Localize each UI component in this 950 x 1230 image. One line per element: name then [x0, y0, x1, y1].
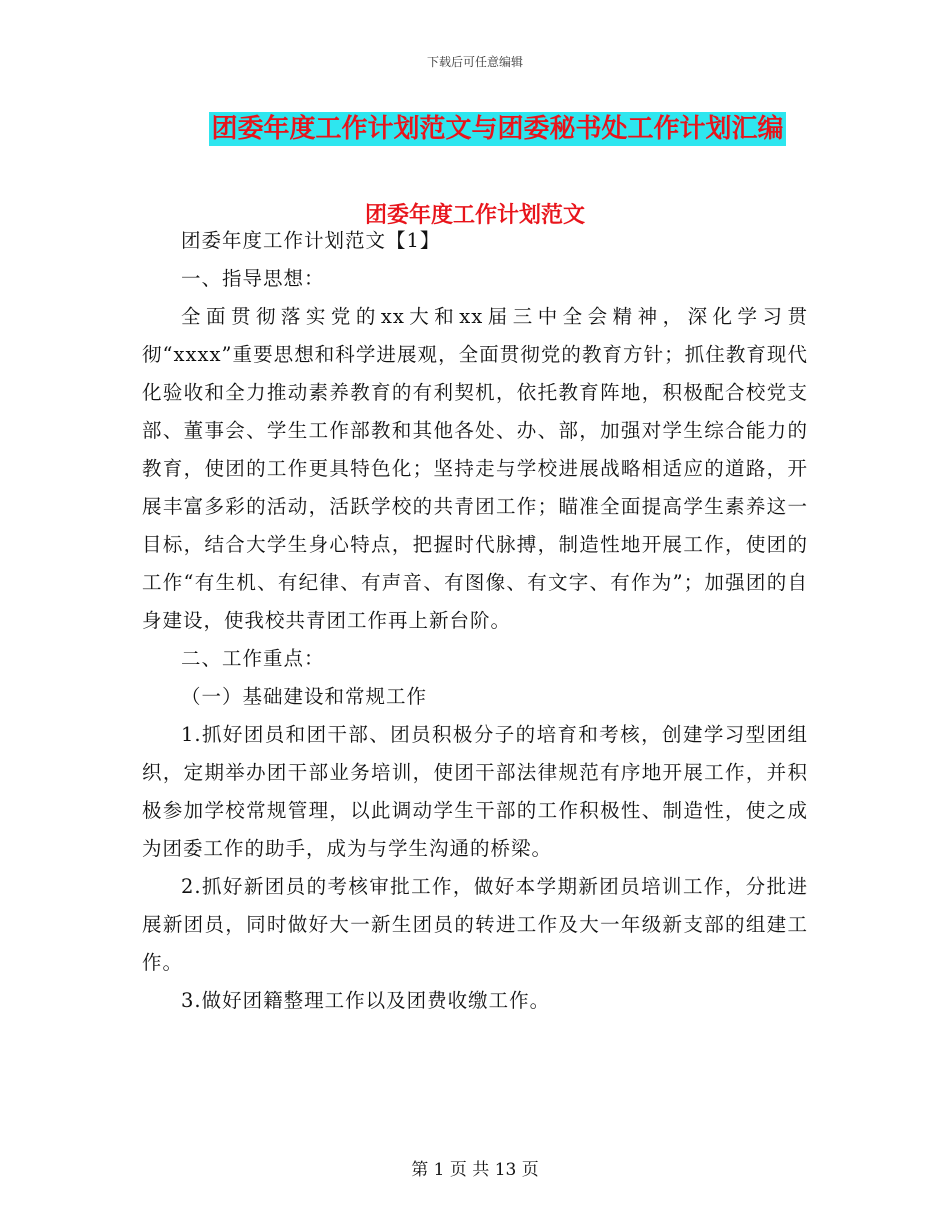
section-title: 团委年度工作计划范文 [364, 203, 585, 228]
paragraph: 全面贯彻落实党的xx大和xx届三中全会精神，深化学习贯彻“xxxx”重要思想和科学进展观，全面贯彻党的教育方针；抓住教育现代化验收和全力推动素养教育的有利契机，依托教育阵地，积极配合校党支部、董事会、学生工作部教和其他各处、办、部，加强对学生综合能力的教育，使团的工作更具特色化；坚持走与学校进展战略相适应的道路，开展丰富多彩的活动，活跃学校的共青团工作；瞄准全面提高学生素养这一目标，结合大学生身心特点，把握时代脉搏，制造性地开展工作，使团的工作“有生机、有纪律、有声音、有图像、有文字、有作为”；加强团的自身建设，使我校共青团工作再上新台阶。 [142, 305, 808, 632]
paragraph: 2.抓好新团员的考核审批工作，做好本学期新团员培训工作，分批进展新团员，同时做好大一新生团员的转进工作及大一年级新支部的组建工作。 [142, 875, 808, 974]
paragraph: （一）基础建设和常规工作 [181, 685, 428, 708]
document-title: 团委年度工作计划范文与团委秘书处工作计划汇编 [211, 114, 784, 144]
document-title-wrap [0, 112, 950, 146]
paragraph: 3.做好团籍整理工作以及团费收缴工作。 [181, 989, 551, 1012]
paragraph: 团委年度工作计划范文【1】 [181, 229, 441, 252]
page-footer: 第 1 页 共 13 页 [411, 1160, 539, 1180]
paragraph: 一、指导思想： [181, 267, 325, 290]
header-note: 下载后可任意编辑 [426, 55, 523, 69]
document-body [142, 222, 808, 1020]
paragraph: 1.抓好团员和团干部、团员积极分子的培育和考核，创建学习型团组织，定期举办团干部业务培训，使团干部法律规范有序地开展工作，并积极参加学校常规管理，以此调动学生干部的工作积极性、制造性，使之成为团委工作的助手，成为与学生沟通的桥梁。 [142, 723, 808, 860]
paragraph: 二、工作重点： [181, 647, 325, 670]
